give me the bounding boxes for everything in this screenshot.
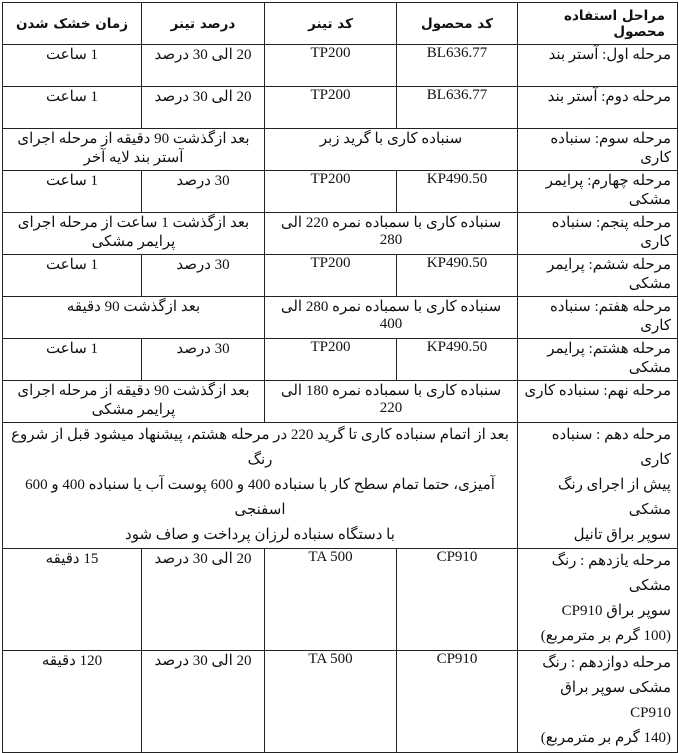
header-stage: مراحل استفاده محصول xyxy=(518,3,678,45)
stage-cell xyxy=(518,423,678,549)
instruction-line: با دستگاه سنباده لرزان پرداخت و صاف شود xyxy=(125,527,395,543)
stage-line: سوپر براق تانیل xyxy=(573,527,671,543)
product-code-cell: CP910 xyxy=(397,549,518,651)
table-row xyxy=(3,297,678,339)
thinner-code-cell: TP200 xyxy=(265,255,397,297)
header-row xyxy=(3,3,678,45)
drying-time-cell: 1 ساعت xyxy=(3,45,142,87)
drying-time-cell: 120 دقیقه xyxy=(3,651,142,753)
thinner-code-cell: TA 500 xyxy=(265,651,397,753)
header-thinner-code: کد تینر xyxy=(265,3,397,45)
thinner-percent-cell: 30 درصد xyxy=(142,171,265,213)
thinner-code-cell: TP200 xyxy=(265,171,397,213)
stage-cell: مرحله نهم: سنباده کاری xyxy=(518,381,678,423)
instruction-line: بعد از اتمام سنباده کاری تا گرید 220 در مرحله هشتم، پیشنهاد میشود قبل از شروع رنگ xyxy=(11,427,509,468)
thinner-percent-cell: 20 الی 30 درصد xyxy=(142,651,265,753)
stage-line: پیش از اجرای رنگ مشکی xyxy=(558,477,671,518)
product-code-cell: CP910 xyxy=(397,651,518,753)
stage-line: (100 گرم بر مترمربع) xyxy=(540,628,671,644)
drying-time-cell: 15 دقیقه xyxy=(3,549,142,651)
table-row xyxy=(3,129,678,171)
thinner-code-cell: TA 500 xyxy=(265,549,397,651)
table-row xyxy=(3,45,678,87)
product-code-cell: BL636.77 xyxy=(397,45,518,87)
product-code-cell: BL636.77 xyxy=(397,87,518,129)
thinner-code-cell: TP200 xyxy=(265,45,397,87)
product-usage-table xyxy=(2,2,678,753)
table-row xyxy=(3,423,678,549)
stage-cell: مرحله هشتم: پرایمر مشکی xyxy=(518,339,678,381)
product-code-cell: KP490.50 xyxy=(397,255,518,297)
stage-line: (140 گرم بر مترمربع) xyxy=(540,730,671,746)
drying-time-cell: 1 ساعت xyxy=(3,171,142,213)
instruction-cell: سنباده کاری با سمباده نمره 180 الی 220 xyxy=(265,381,518,423)
table-row xyxy=(3,255,678,297)
thinner-percent-cell: 30 درصد xyxy=(142,255,265,297)
header-thinner-percent: درصد تینر xyxy=(142,3,265,45)
stage-cell: مرحله سوم: سنباده کاری xyxy=(518,129,678,171)
stage-cell: مرحله دوم: آستر بند xyxy=(518,87,678,129)
thinner-code-cell: TP200 xyxy=(265,87,397,129)
product-code-cell: KP490.50 xyxy=(397,339,518,381)
stage-line: مرحله دهم : سنباده کاری xyxy=(551,427,671,468)
table-row xyxy=(3,651,678,753)
stage-line: مرحله یازدهم : رنگ مشکی xyxy=(551,553,671,594)
table-row xyxy=(3,381,678,423)
thinner-percent-cell: 20 الی 30 درصد xyxy=(142,549,265,651)
thinner-percent-cell: 20 الی 30 درصد xyxy=(142,87,265,129)
stage-line: مشکی سوپر براق CP910 xyxy=(560,680,671,721)
table-row xyxy=(3,549,678,651)
instruction-line: آمیزی، حتما تمام سطح کار با سنباده 400 و 600 پوست آب یا سنباده 400 و 600 اسفنجی xyxy=(25,477,495,518)
header-product-code: کد محصول xyxy=(397,3,518,45)
note-cell: بعد ازگذشت 90 دقیقه از مرحله اجرای آستر بند لایه آخر xyxy=(3,129,265,171)
instruction-cell: سنباده کاری با گرید زبر xyxy=(265,129,518,171)
stage-cell: مرحله چهارم: پرایمر مشکی xyxy=(518,171,678,213)
stage-cell xyxy=(518,651,678,753)
drying-time-cell: 1 ساعت xyxy=(3,87,142,129)
instruction-cell: سنباده کاری با سمباده نمره 280 الی 400 xyxy=(265,297,518,339)
table-row xyxy=(3,213,678,255)
note-cell: بعد ازگذشت 90 دقیقه از مرحله اجرای پرایمر مشکی xyxy=(3,381,265,423)
stage-cell: مرحله پنجم: سنباده کاری xyxy=(518,213,678,255)
instruction-cell xyxy=(3,423,518,549)
drying-time-cell: 1 ساعت xyxy=(3,339,142,381)
stage-line: مرحله دوازدهم : رنگ xyxy=(542,655,671,671)
note-cell: بعد ازگذشت 1 ساعت از مرحله اجرای پرایمر مشکی xyxy=(3,213,265,255)
thinner-code-cell: TP200 xyxy=(265,339,397,381)
stage-cell: مرحله هفتم: سنباده کاری xyxy=(518,297,678,339)
stage-cell xyxy=(518,549,678,651)
product-code-cell: KP490.50 xyxy=(397,171,518,213)
stage-line: سوپر براق CP910 xyxy=(561,603,671,619)
thinner-percent-cell: 30 درصد xyxy=(142,339,265,381)
note-cell: بعد ازگذشت 90 دقیقه xyxy=(3,297,265,339)
header-drying-time: زمان خشک شدن xyxy=(3,3,142,45)
stage-cell: مرحله ششم: پرایمر مشکی xyxy=(518,255,678,297)
thinner-percent-cell: 20 الی 30 درصد xyxy=(142,45,265,87)
instruction-cell: سنباده کاری با سمباده نمره 220 الی 280 xyxy=(265,213,518,255)
table-row xyxy=(3,87,678,129)
drying-time-cell: 1 ساعت xyxy=(3,255,142,297)
table-row xyxy=(3,339,678,381)
stage-cell: مرحله اول: آستر بند xyxy=(518,45,678,87)
table-row xyxy=(3,171,678,213)
